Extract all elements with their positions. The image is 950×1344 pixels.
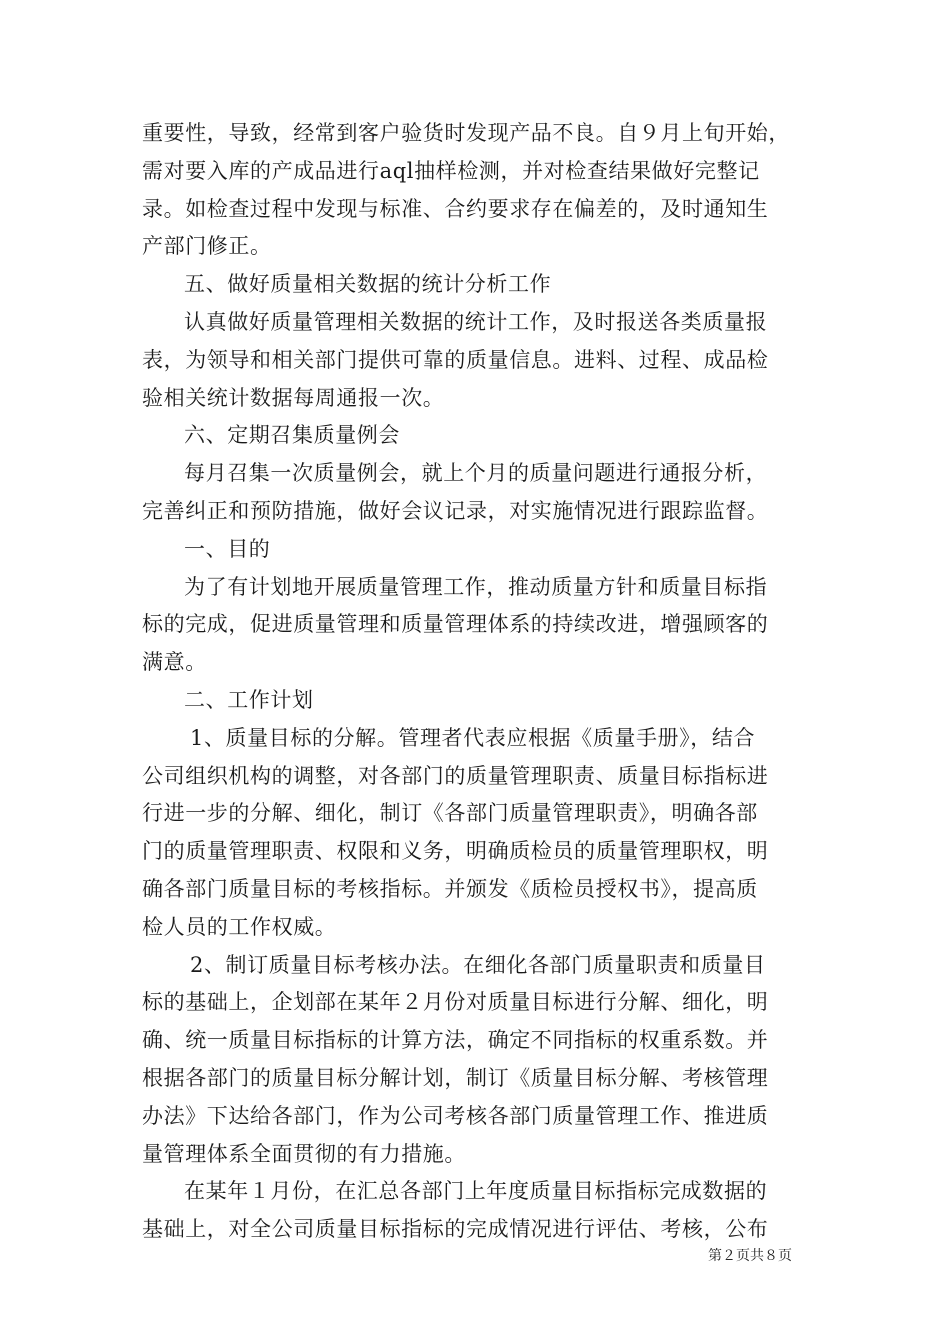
section-heading: 六、定期召集质量例会 (184, 423, 400, 448)
document-body (142, 115, 814, 1249)
text-line: 验相关统计数据每周通报一次。 (142, 385, 445, 410)
text-line: 检人员的工作权威。 (142, 914, 337, 939)
text-line: 办法》下达给各部门，作为公司考核各部门质量管理工作、推进质 (142, 1103, 769, 1128)
text-line: 1、质量目标的分解。管理者代表应根据《质量手册》，结合 (190, 725, 756, 750)
text-line: 为了有计划地开展质量管理工作，推动质量方针和质量目标指 (184, 574, 768, 599)
text-line: 认真做好质量管理相关数据的统计工作，及时报送各类质量报 (184, 309, 768, 334)
text-line: 公司组织机构的调整，对各部门的质量管理职责、质量目标指标进 (142, 763, 769, 788)
text-line: 确、统一质量目标指标的计算方法，确定不同指标的权重系数。并 (142, 1028, 769, 1053)
section-heading: 一、目的 (184, 536, 271, 561)
text-line: 产部门修正。 (142, 234, 272, 259)
text-line: 在某年１月份，在汇总各部门上年度质量目标指标完成数据的 (184, 1179, 768, 1204)
text-line: 完善纠正和预防措施，做好会议记录，对实施情况进行跟踪监督。 (142, 498, 769, 523)
text-line: 确各部门质量目标的考核指标。并颁发《质检员授权书》，提高质 (142, 876, 758, 901)
text-line: 标的基础上，企划部在某年２月份对质量目标进行分解、细化，明 (142, 990, 769, 1015)
text-line: 量管理体系全面贯彻的有力措施。 (142, 1141, 466, 1166)
text-line: 每月召集一次质量例会，就上个月的质量问题进行通报分析， (184, 461, 768, 486)
text-line: 表，为领导和相关部门提供可靠的质量信息。进料、过程、成品检 (142, 347, 769, 372)
section-heading: 二、工作计划 (184, 687, 314, 712)
text-line: 满意。 (142, 650, 207, 675)
section-heading: 五、做好质量相关数据的统计分析工作 (184, 272, 552, 297)
text-line: 根据各部门的质量目标分解计划，制订《质量目标分解、考核管理 (142, 1065, 769, 1090)
text-line: 需对要入库的产成品进行aql抽样检测，并对检查结果做好完整记 (142, 158, 760, 183)
text-line: 录。如检查过程中发现与标准、合约要求存在偏差的，及时通知生 (142, 196, 769, 221)
text-line: 基础上，对全公司质量目标指标的完成情况进行评估、考核，公布 (142, 1217, 769, 1242)
page-number: 第２页共８页 (708, 1248, 792, 1264)
text-line: 标的完成，促进质量管理和质量管理体系的持续改进，增强顾客的 (142, 612, 769, 637)
text-line: 行进一步的分解、细化，制订《各部门质量管理职责》，明确各部 (142, 801, 758, 826)
text-line: 门的质量管理职责、权限和义务，明确质检员的质量管理职权，明 (142, 839, 769, 864)
text-line: 重要性，导致，经常到客户验货时发现产品不良。自９月上旬开始， (142, 121, 790, 145)
text-line: 2、制订质量目标考核办法。在细化各部门质量职责和质量目 (190, 952, 766, 977)
